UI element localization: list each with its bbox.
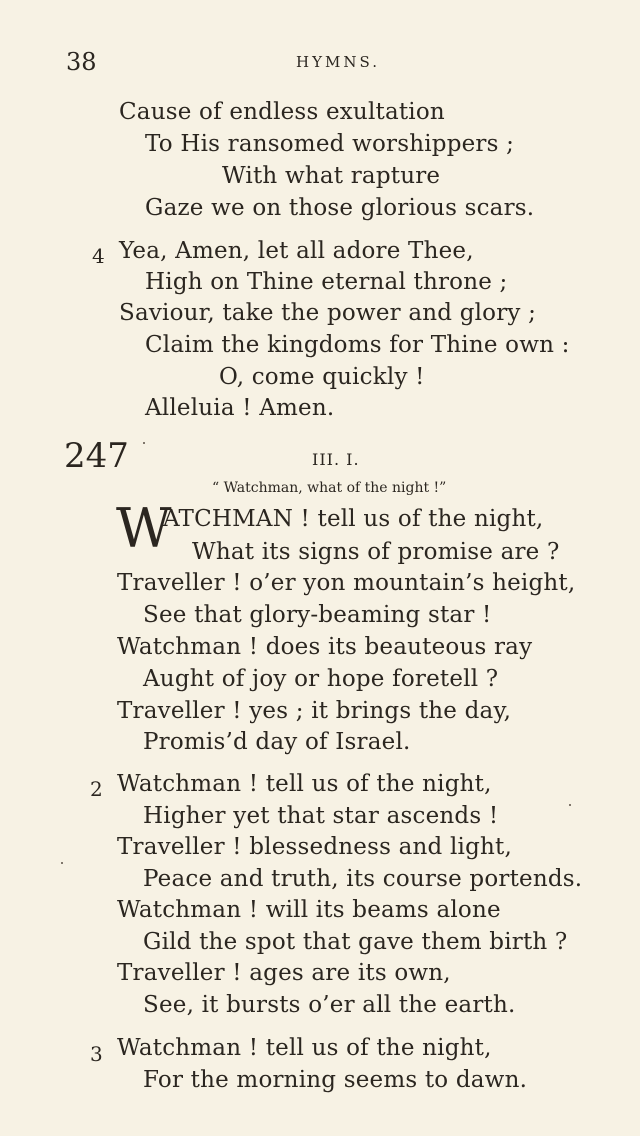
- verse-line: Higher yet that star ascends !: [143, 803, 499, 829]
- hymn-epigraph: “ Watchman, what of the night !”: [212, 480, 447, 496]
- verse-line: For the morning seems to dawn.: [143, 1067, 528, 1093]
- verse-line: Watchman ! tell us of the night,: [117, 771, 492, 797]
- page-number: 38: [66, 48, 97, 76]
- hymn-meter: III. I.: [312, 450, 360, 469]
- verse-line: See that glory-beaming star !: [143, 602, 492, 628]
- verse-line: Gild the spot that gave them birth ?: [143, 929, 568, 955]
- verse-line: Promis’d day of Israel.: [143, 729, 411, 755]
- verse-line: O, come quickly !: [219, 364, 425, 390]
- stanza-number: 4: [92, 244, 105, 268]
- verse-line: Gaze we on those glorious scars.: [145, 195, 535, 221]
- verse-line: High on Thine eternal throne ;: [145, 269, 508, 295]
- verse-line: Traveller ! yes ; it brings the day,: [117, 698, 512, 724]
- stanza-number: 2: [90, 777, 103, 801]
- verse-line: With what rapture: [222, 163, 441, 189]
- stanza-number: 3: [90, 1042, 103, 1066]
- verse-line: Traveller ! ages are its own,: [117, 960, 451, 986]
- verse-line: Watchman ! will its beams alone: [117, 897, 501, 923]
- verse-line: Watchman ! tell us of the night,: [117, 1035, 492, 1061]
- running-head: HYMNS.: [296, 53, 380, 71]
- verse-line: Yea, Amen, let all adore Thee,: [119, 238, 474, 264]
- print-speck: [143, 442, 145, 444]
- verse-line: To His ransomed worshippers ;: [145, 131, 515, 157]
- verse-line: Traveller ! blessedness and light,: [117, 834, 512, 860]
- verse-line: Cause of endless exultation: [119, 99, 445, 125]
- verse-line: Traveller ! o’er yon mountain’s height,: [117, 570, 576, 596]
- hymn-number: 247: [64, 436, 129, 476]
- print-speck: [569, 804, 571, 806]
- verse-line: Aught of joy or hope foretell ?: [143, 666, 499, 692]
- verse-line: Peace and truth, its course portends.: [143, 866, 583, 892]
- verse-line: Alleluia ! Amen.: [145, 395, 335, 421]
- verse-line: See, it bursts o’er all the earth.: [143, 992, 516, 1018]
- verse-line: What its signs of promise are ?: [192, 539, 560, 565]
- print-speck: [61, 862, 63, 864]
- verse-line: Claim the kingdoms for Thine own :: [145, 332, 570, 358]
- verse-line: Watchman ! does its beauteous ray: [117, 634, 533, 660]
- verse-line: ATCHMAN ! tell us of the night,: [163, 506, 544, 532]
- verse-line: Saviour, take the power and glory ;: [119, 300, 537, 326]
- drop-cap: W: [116, 497, 172, 560]
